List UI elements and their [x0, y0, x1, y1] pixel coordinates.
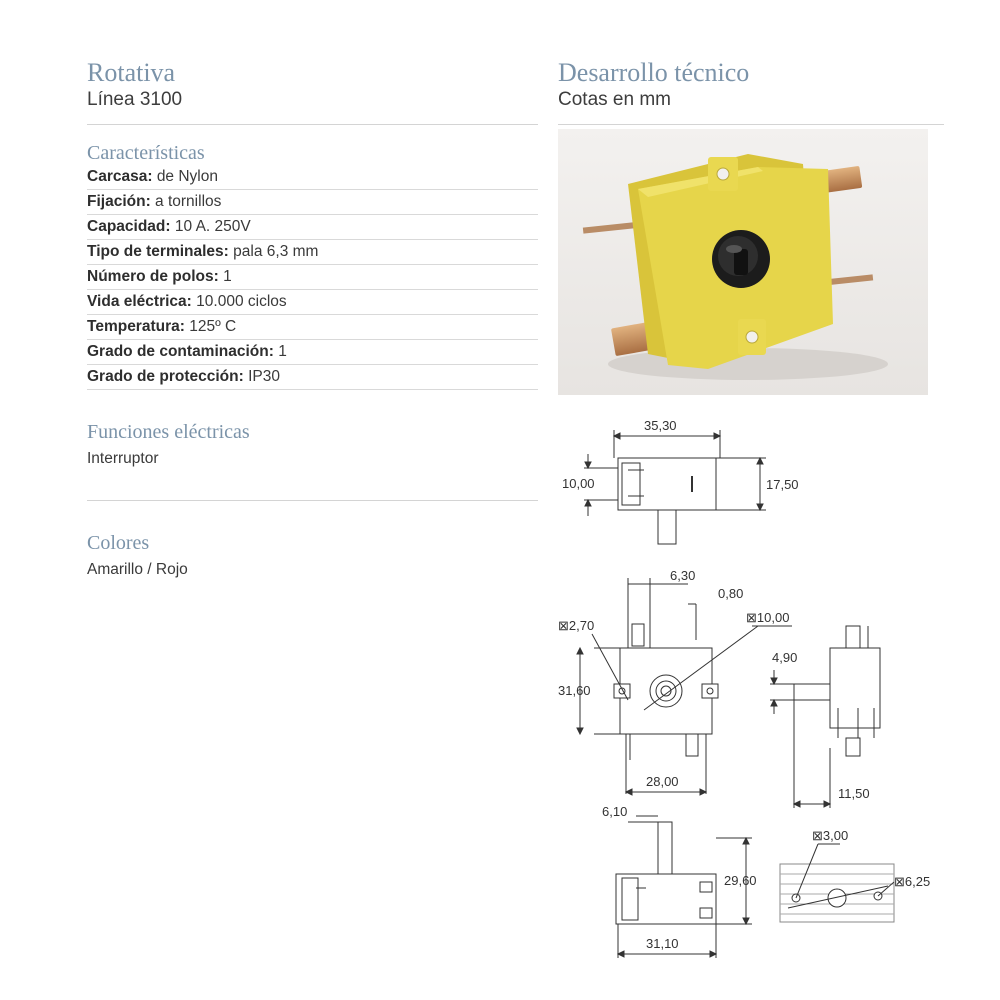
spec-row	[87, 265, 538, 290]
spec-label: Grado de contaminación:	[87, 343, 274, 360]
spec-list	[87, 165, 538, 390]
spec-value: pala 6,3 mm	[233, 243, 319, 260]
dim-front-hole: ⊠2,70	[558, 618, 595, 633]
technical-subtitle: Cotas en mm	[558, 89, 671, 110]
spec-value: 1	[278, 343, 287, 360]
dim-front-small: 0,80	[718, 586, 744, 601]
functions-text: Interruptor	[87, 450, 159, 467]
divider	[558, 124, 944, 125]
spec-row	[87, 290, 538, 315]
dim-bottom-shaft: 6,10	[602, 804, 628, 819]
spec-value: a tornillos	[155, 193, 222, 210]
right-column	[558, 58, 944, 125]
divider	[87, 124, 538, 125]
spec-row	[87, 215, 538, 240]
dim-bottom-width: 31,10	[646, 936, 679, 951]
dim-side-depth: 11,50	[838, 786, 870, 801]
spec-label: Capacidad:	[87, 218, 171, 235]
spec-row	[87, 340, 538, 365]
panel-cutout-pattern	[780, 844, 894, 922]
dim-bottom-height: 29,60	[724, 873, 757, 888]
dim-pattern-small: ⊠3,00	[812, 828, 849, 843]
dim-top-right: 17,50	[766, 477, 799, 492]
dim-front-center: ⊠10,00	[746, 610, 790, 625]
spec-label: Número de polos:	[87, 268, 219, 285]
dim-front-height: 31,60	[558, 683, 591, 698]
spec-value: IP30	[248, 368, 280, 385]
spec-row	[87, 365, 538, 390]
spec-label: Grado de protección:	[87, 368, 244, 385]
spec-value: 10.000 ciclos	[196, 293, 287, 310]
product-subtitle: Línea 3100	[87, 89, 183, 110]
technical-drawing	[548, 408, 948, 968]
spec-value: 10 A. 250V	[174, 218, 251, 235]
spec-value: de Nylon	[156, 168, 218, 185]
spec-row	[87, 165, 538, 190]
dim-front-width: 28,00	[646, 774, 679, 789]
dim-pattern-large: ⊠6,25	[894, 874, 931, 889]
dim-top-left: 10,00	[562, 476, 595, 491]
spec-row	[87, 190, 538, 215]
dim-side-offset: 4,90	[772, 650, 798, 665]
characteristics-title: Características	[87, 142, 205, 164]
spec-label: Fijación:	[87, 193, 151, 210]
colors-text: Amarillo / Rojo	[87, 561, 188, 578]
dim-top-width: 35,30	[644, 418, 677, 433]
technical-title: Desarrollo técnico	[558, 58, 750, 87]
spec-row	[87, 240, 538, 265]
spec-value: 1	[223, 268, 232, 285]
product-photo	[558, 129, 928, 395]
spec-value: 125º C	[189, 318, 237, 335]
spec-label: Tipo de terminales:	[87, 243, 229, 260]
rotary-switch-illustration	[558, 129, 928, 395]
product-title: Rotativa	[87, 58, 176, 87]
spec-row	[87, 315, 538, 340]
spec-label: Carcasa:	[87, 168, 153, 185]
left-column	[87, 58, 538, 581]
functions-title: Funciones eléctricas	[87, 421, 250, 443]
spec-label: Temperatura:	[87, 318, 185, 335]
spec-label: Vida eléctrica:	[87, 293, 192, 310]
dim-front-shaft: 6,30	[670, 568, 696, 583]
divider	[87, 500, 538, 501]
colors-title: Colores	[87, 532, 150, 554]
top-view	[584, 430, 766, 544]
